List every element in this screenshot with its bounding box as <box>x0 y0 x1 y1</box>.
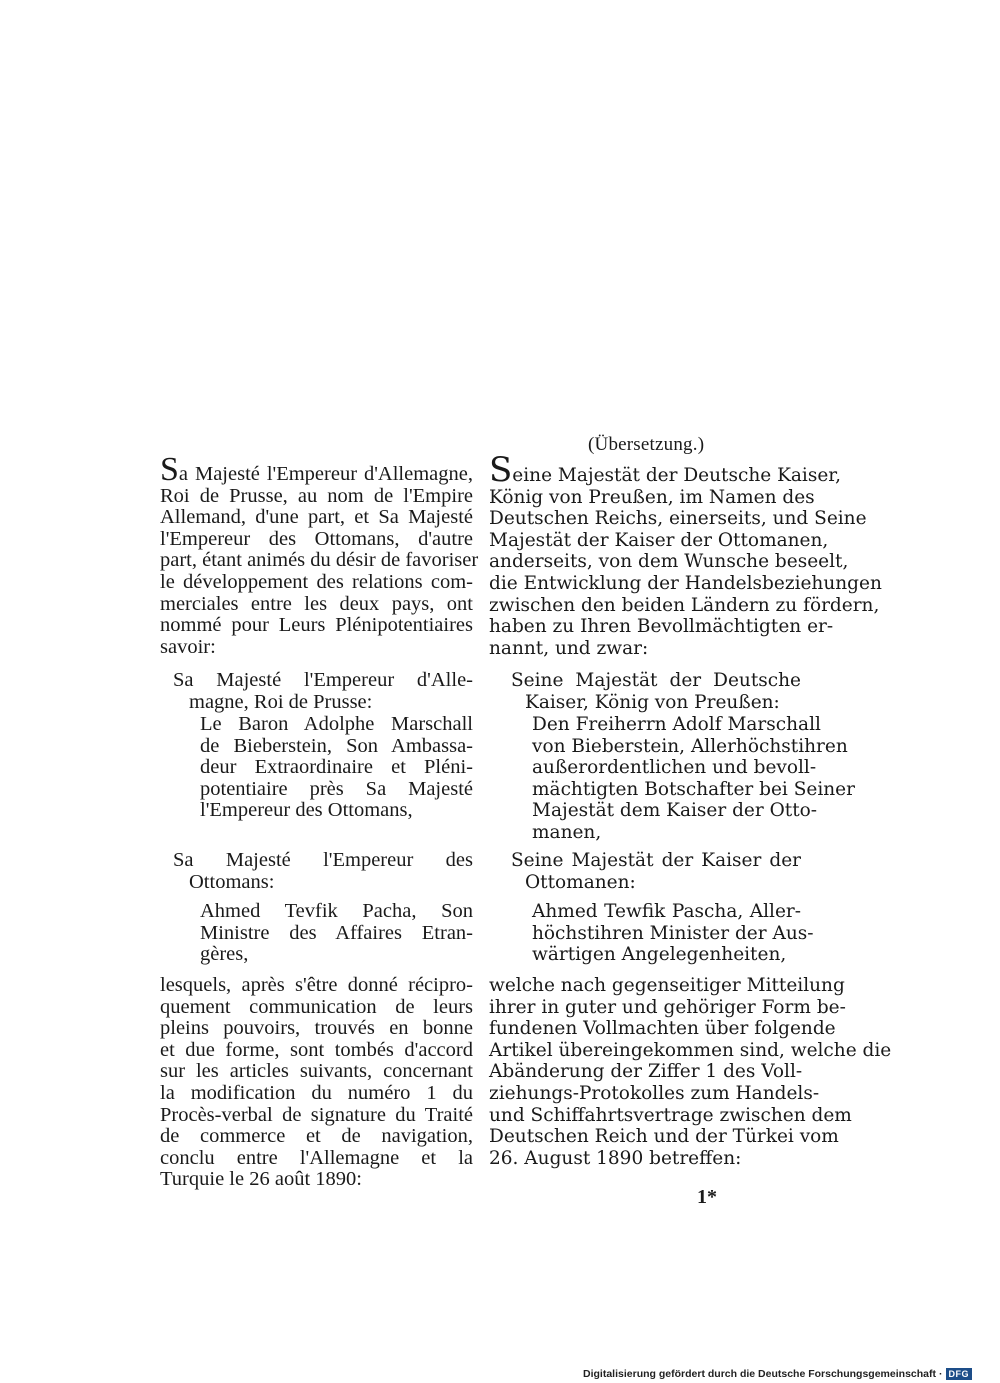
french-plenipotentiary-2 <box>200 901 473 966</box>
text-line: de Bieberstein, Son Ambassa- <box>200 734 473 757</box>
text-line: Ahmed Tevfik Pacha, Son <box>200 900 473 922</box>
text-line: von Bieberstein, Allerhöchstihren <box>532 735 848 757</box>
drop-cap: S <box>160 451 179 488</box>
text-line: le développement des relations com- <box>160 570 473 593</box>
text-line: Ministre des Affaires Etran- <box>200 921 473 944</box>
text-line: anderseits, von dem Wunsche beseelt, <box>489 551 849 573</box>
text-line: welche nach gegenseitiger Mitteilung <box>489 975 845 996</box>
text-line: außerordentlichen und bevoll- <box>532 757 817 779</box>
text-line: l'Empereur des Ottomans, <box>200 799 413 822</box>
text-line: Kaiser, König von Preußen: <box>525 691 780 713</box>
text-line: Den Freiherrn Adolf Marschall <box>532 714 821 735</box>
text-line: lesquels, après s'être donné récipro- <box>160 974 473 996</box>
german-sovereign-1 <box>511 670 801 713</box>
text-line: zwischen den beiden Ländern zu fördern, <box>489 594 880 616</box>
french-sovereign-1 <box>173 670 473 713</box>
text-line: Ahmed Tewfik Pascha, Aller- <box>532 901 801 922</box>
german-plenipotentiary-1 <box>532 714 855 844</box>
text-line: 26. August 1890 betreffen: <box>489 1147 742 1169</box>
text-line: Procès-verbal de signature du Traité <box>160 1103 473 1126</box>
footer-credit <box>583 1368 972 1380</box>
dfg-logo-icon: DFG <box>946 1368 973 1380</box>
drop-cap: S <box>489 450 513 490</box>
text-line: manen, <box>532 821 602 843</box>
text-line: Turquie le 26 août 1890: <box>160 1168 362 1191</box>
german-closing <box>489 975 892 1169</box>
text-line: Ottomans: <box>189 870 275 893</box>
text-line: ziehungs-Protokolles zum Handels- <box>489 1082 820 1104</box>
french-plenipotentiary-1 <box>200 714 473 822</box>
separator-dot: · <box>939 1368 943 1380</box>
text-line: la modification du numéro 1 du <box>160 1081 473 1104</box>
text-line: Abänderung der Ziffer 1 des Voll- <box>489 1061 803 1083</box>
text-line: Artikel übereingekommen sind, welche die <box>489 1039 892 1061</box>
text-line: ihrer in guter und gehöriger Form be- <box>489 996 846 1018</box>
text-line: haben zu Ihren Bevollmächtigten er- <box>489 616 834 638</box>
text-line: Deutschen Reich und der Türkei vom <box>489 1126 839 1148</box>
text-line: fundenen Vollmachten über folgende <box>489 1018 836 1040</box>
text-line: Sa Majesté l'Empereur d'Alle- <box>173 669 473 691</box>
text-line: höchstihren Minister der Aus- <box>532 922 814 944</box>
french-sovereign-2 <box>173 850 473 893</box>
text-line: Deutschen Reichs, einerseits, und Seine <box>489 508 867 530</box>
text-line: savoir: <box>160 635 216 658</box>
text-line: magne, Roi de Prusse: <box>189 690 373 713</box>
text-line: Sa Majesté l'Empereur d'Allemagne, <box>160 451 473 488</box>
text-line: Seine Majestät der Deutsche Kaiser, <box>489 450 841 490</box>
text-line: potentiaire près Sa Majesté <box>200 777 473 800</box>
text-line: wärtigen Angelegenheiten, <box>532 944 787 966</box>
text-line: Ottomanen: <box>525 871 636 893</box>
text-line: mächtigten Botschafter bei Seiner <box>532 778 855 800</box>
footer-text: Digitalisierung gefördert durch die Deutsche Forschungsgemeinschaft <box>583 1368 936 1380</box>
text-line: nannt, und zwar: <box>489 637 649 659</box>
text-line: gères, <box>200 943 249 966</box>
text-line: Majestät der Kaiser der Ottomanen, <box>489 529 829 551</box>
text-line: pleins pouvoirs, trouvés en bonne <box>160 1017 473 1040</box>
german-sovereign-2 <box>511 850 801 893</box>
text-line: deur Extraordinaire et Pléni- <box>200 756 473 779</box>
text-line: l'Empereur des Ottomans, d'autre <box>160 527 473 550</box>
text-line: Seine Majestät der Deutsche <box>511 670 801 691</box>
text-line: quement communication de leurs <box>160 995 473 1018</box>
text-line: part, étant animés du désir de favoriser <box>160 549 479 572</box>
text-line: König von Preußen, im Namen des <box>489 486 815 508</box>
german-preamble <box>489 450 882 659</box>
text-line: Roi de Prusse, au nom de l'Empire <box>160 484 473 507</box>
translation-heading: (Übersetzung.) <box>588 434 705 455</box>
page-number: 1* <box>697 1186 717 1208</box>
text-line: merciales entre les deux pays, ont <box>160 592 473 615</box>
text-line: sur les articles suivants, concernant <box>160 1060 473 1083</box>
text-line: conclu entre l'Allemagne et la <box>160 1146 473 1169</box>
text-line: de commerce et de navigation, <box>160 1125 473 1148</box>
text-line: et due forme, sont tombés d'accord <box>160 1038 473 1061</box>
text-line: Sa Majesté l'Empereur des <box>173 849 473 871</box>
german-plenipotentiary-2 <box>532 901 814 966</box>
french-preamble <box>160 451 479 658</box>
text-line: Majestät dem Kaiser der Otto- <box>532 800 818 822</box>
text-line: die Entwicklung der Handelsbeziehungen <box>489 572 882 594</box>
text-line: Seine Majestät der Kaiser der <box>511 850 801 871</box>
text-line: und Schiffahrtsvertrage zwischen dem <box>489 1104 852 1126</box>
text-line: Le Baron Adolphe Marschall <box>200 713 473 735</box>
french-closing <box>160 975 473 1191</box>
text-line: Allemand, d'une part, et Sa Majesté <box>160 506 473 529</box>
text-line: nommé pour Leurs Plénipotentiaires <box>160 614 473 637</box>
